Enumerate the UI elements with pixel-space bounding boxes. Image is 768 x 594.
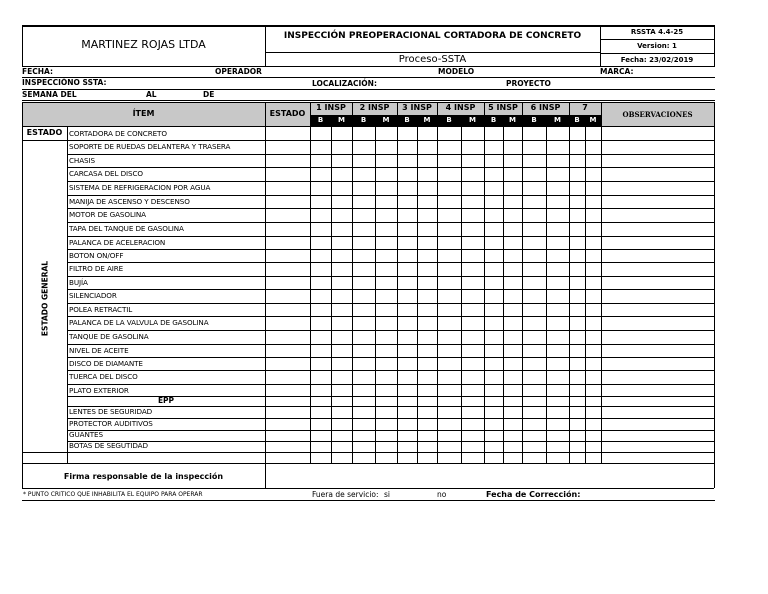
inspection-item: MOTOR DE GASOLINA <box>69 210 146 219</box>
inspection-item: SILENCIADOR <box>69 291 117 300</box>
header-title-divider <box>265 52 600 53</box>
inspection-item: CHASIS <box>69 156 95 165</box>
row-line <box>67 344 714 345</box>
row-line <box>67 357 714 358</box>
info-line-2 <box>22 89 715 90</box>
footer-bottom-line <box>22 500 715 501</box>
row-line <box>67 154 714 155</box>
table-top-border <box>22 102 714 103</box>
row-line <box>67 406 714 407</box>
inspection-item: PLATO EXTERIOR <box>69 386 129 395</box>
header-top-border <box>22 25 715 27</box>
critical-note: * PUNTO CRITICO QUE INHABILITA EL EQUIPO PARA OPERAR <box>23 491 203 498</box>
insp-column-line <box>484 102 485 463</box>
header-right-border <box>714 25 715 67</box>
m-subheader: M <box>469 116 476 124</box>
observaciones-header: OBSERVACIONES <box>622 110 693 119</box>
modelo-label: MODELO <box>438 67 475 76</box>
insp-column-header: 6 INSP <box>530 103 561 112</box>
insp-column-header: 1 INSP <box>316 103 346 112</box>
b-subheader: B <box>404 116 410 124</box>
b-subheader: B <box>360 116 367 124</box>
table-left-border <box>22 102 23 488</box>
fecha-label: FECHA: <box>22 67 53 76</box>
row-line <box>67 249 714 250</box>
inspection-item: PALANCA DE LA VALVULA DE GASOLINA <box>69 318 209 327</box>
inspection-item: TUERCA DEL DISCO <box>69 372 138 381</box>
m-subheader: M <box>338 116 345 124</box>
row-line <box>22 452 714 453</box>
row-line <box>67 195 714 196</box>
row-line <box>22 126 714 127</box>
m-subheader: M <box>382 116 390 124</box>
de-label: DE <box>203 90 215 99</box>
marca-label: MARCA: <box>600 67 634 76</box>
info-line-1 <box>22 77 715 78</box>
row-line <box>67 441 714 442</box>
row-line <box>67 430 714 431</box>
b-subheader: B <box>490 116 497 124</box>
item-header: ÍTEM <box>132 109 155 118</box>
b-subheader: B <box>574 116 580 124</box>
header-code-divider-2 <box>600 53 714 54</box>
inspection-item: TANQUE DE GASOLINA <box>69 332 149 341</box>
main-item-label: CORTADORA DE CONCRETO <box>69 129 167 138</box>
estado-row-label: ESTADO <box>26 128 63 137</box>
estado-header: ESTADO <box>269 109 306 118</box>
row-line <box>67 222 714 223</box>
insp-column-line <box>310 102 311 463</box>
b-subheader: B <box>531 116 537 124</box>
inspection-item: BOTON ON/OFF <box>69 251 124 260</box>
epp-item: LENTES DE SEGURIDAD <box>69 407 153 416</box>
epp-item: PROTECTOR AUDITIVOS <box>69 419 153 428</box>
inspeccion-label: INSPECCIÓNO SSTA: <box>22 78 107 87</box>
insp-column-header: 7 <box>582 103 588 112</box>
bm-column-line <box>375 115 376 463</box>
insp-column-header: 4 INSP <box>445 103 476 112</box>
proyecto-label: PROYECTO <box>506 79 551 88</box>
inspection-item: POLEA RETRACTIL <box>69 305 133 314</box>
insp-column-header: 3 INSP <box>402 103 432 112</box>
row-line <box>67 167 714 168</box>
row-line <box>67 330 714 331</box>
localizacion-label: LOCALIZACIÓN: <box>312 79 377 88</box>
row-line <box>67 276 714 277</box>
form-date: Fecha: 23/02/2019 <box>620 56 694 64</box>
row-line <box>67 384 714 385</box>
fecha-correccion-label: Fecha de Corrección: <box>486 490 581 499</box>
row-line <box>67 262 714 263</box>
inspection-item: PALANCA DE ACELERACION <box>69 238 166 247</box>
al-label: AL <box>146 90 157 99</box>
header-code-divider-1 <box>600 39 714 40</box>
bm-column-line <box>417 115 418 463</box>
insp-column-line <box>522 102 523 463</box>
bm-column-line <box>546 115 547 463</box>
semana-label: SEMANA DEL <box>22 90 77 99</box>
bm-column-line <box>585 115 586 463</box>
insp-column-header: 5 INSP <box>488 103 518 112</box>
epp-item: GUANTES <box>69 430 103 439</box>
bm-column-line <box>461 115 462 463</box>
m-subheader: M <box>509 116 516 124</box>
item-left-line <box>67 126 68 463</box>
form-title: INSPECCIÓN PREOPERACIONAL CORTADORA DE CONCRETO <box>283 31 582 41</box>
operador-label: OPERADOR <box>215 67 262 76</box>
inspection-item: TAPA DEL TANQUE DE GASOLINA <box>69 224 184 233</box>
b-subheader: B <box>446 116 452 124</box>
insp-column-line <box>437 102 438 463</box>
row-line <box>67 236 714 237</box>
inspection-item: NIVEL DE ACEITE <box>69 346 129 355</box>
insp-header-divider <box>310 115 601 116</box>
row-line <box>67 418 714 419</box>
process-label: Proceso-SSTA <box>398 54 467 65</box>
info-line-3 <box>22 100 715 101</box>
row-line <box>67 370 714 371</box>
estado-left-line <box>265 102 266 488</box>
bm-column-line <box>503 115 504 463</box>
firma-label: Firma responsable de la inspección <box>63 472 224 481</box>
table-right-border <box>714 102 715 488</box>
row-line <box>67 181 714 182</box>
form-version: Version: 1 <box>637 42 677 50</box>
company-name: MARTINEZ ROJAS LTDA <box>81 38 206 51</box>
inspection-item: SOPORTE DE RUEDAS DELANTERA Y TRASERA <box>69 142 231 151</box>
row-line <box>67 208 714 209</box>
insp-column-header: 2 INSP <box>359 103 390 112</box>
insp-column-line <box>352 102 353 463</box>
insp-column-line <box>569 102 570 463</box>
inspection-item: CARCASA DEL DISCO <box>69 169 143 178</box>
si-option[interactable]: si <box>384 490 390 499</box>
obs-left-line <box>601 102 602 463</box>
m-subheader: M <box>554 116 561 124</box>
inspection-item: MANIJA DE ASCENSO Y DESCENSO <box>69 197 190 206</box>
epp-item: BOTAS DE SEGUTIDAD <box>69 441 148 450</box>
inspection-item: DISCO DE DIAMANTE <box>69 359 143 368</box>
inspection-item: FILTRO DE AIRE <box>69 264 124 273</box>
form-code: RSSTA 4.4-25 <box>630 28 684 36</box>
row-line <box>67 316 714 317</box>
epp-label: EPP <box>157 396 175 405</box>
inspection-item: BUJÍA <box>69 278 88 287</box>
table-end-line <box>22 463 714 464</box>
estado-general-label: ESTADO GENERAL <box>40 260 50 337</box>
m-subheader: M <box>589 116 597 124</box>
insp-column-line <box>397 102 398 463</box>
firma-bottom-line <box>22 488 714 489</box>
bm-column-line <box>331 115 332 463</box>
no-option[interactable]: no <box>437 490 447 499</box>
m-subheader: M <box>423 116 431 124</box>
row-line <box>67 289 714 290</box>
inspection-item: SISTEMA DE REFRIGERACION POR AGUA <box>69 183 211 192</box>
row-line <box>22 140 714 141</box>
b-subheader: B <box>317 116 324 124</box>
row-line <box>67 303 714 304</box>
fuera-servicio-label: Fuera de servicio: <box>312 490 379 499</box>
